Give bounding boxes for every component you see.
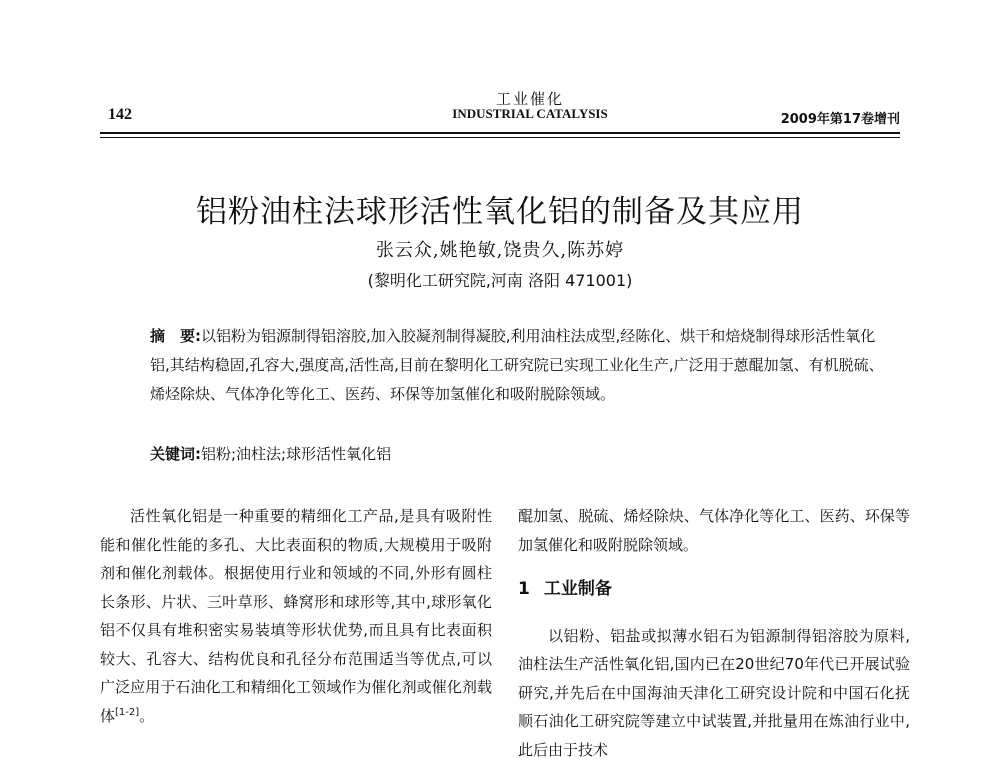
header-rule-thin — [100, 137, 900, 138]
article-affiliation: (黎明化工研究院,河南 洛阳 471001) — [100, 268, 900, 291]
keywords-label: 关键词: — [150, 445, 201, 463]
body-column-left — [100, 502, 492, 730]
section-title: 工业制备 — [544, 579, 612, 599]
citation: [1-2] — [115, 707, 139, 718]
body-column-right — [518, 502, 910, 764]
abstract-label: 摘 要: — [150, 327, 201, 345]
journal-name-en: INDUSTRIAL CATALYSIS — [410, 106, 650, 122]
article-title: 铝粉油柱法球形活性氧化铝的制备及其应用 — [100, 186, 900, 231]
abstract-text: 以铝粉为铝源制得铝溶胶,加入胶凝剂制得凝胶,利用油柱法成型,经陈化、烘干和焙烧制得球形活性氧化铝,其结构稳固,孔容大,强度高,活性高,目前在黎明化工研究院已实现工业化生产,广泛用于蒽醌加氢、有机脱硫、烯烃除炔、气体净化等化工、医药、环保等加氢催化和吸附脱除领域。 — [150, 327, 884, 403]
keywords — [150, 440, 890, 469]
issue-info: 2009年第17卷增刊 — [781, 108, 900, 127]
article-authors: 张云众,姚艳敏,饶贵久,陈苏婷 — [100, 236, 900, 262]
left-paragraph-end: 。 — [139, 707, 154, 725]
left-paragraph-text: 活性氧化铝是一种重要的精细化工产品,是具有吸附性能和催化性能的多孔、大比表面积的物质,大规模用于吸附剂和催化剂载体。根据使用行业和领域的不同,外形有圆柱长条形、片状、三叶草形、蜂窝形和球形等,其中,球形氧化铝不仅具有堆积密实易装填等形状优势,而且具有比表面积较大、孔容大、结构优良和孔径分布范围适当等优点,可以广泛应用于石油化工和精细化工领域作为催化剂或催化剂载体 — [100, 507, 492, 725]
abstract — [150, 322, 890, 409]
section-number: 1 — [518, 579, 530, 599]
keywords-text: 铝粉;油柱法;球形活性氧化铝 — [201, 445, 391, 463]
journal-name-cn: 工业催化 — [450, 88, 610, 109]
right-paragraph-continued: 醌加氢、脱硫、烯烃除炔、气体净化等化工、医药、环保等加氢催化和吸附脱除领域。 — [518, 502, 910, 559]
right-paragraph: 以铝粉、铝盐或拟薄水铝石为铝源制得铝溶胶为原料,油柱法生产活性氧化铝,国内已在20世纪70年代已开展试验研究,并先后在中国海油天津化工研究设计院和中国石化抚顺石油化工研究院等建立中试装置,并批量用在炼油行业中,此后由于技术 — [518, 622, 910, 764]
body-paragraph — [100, 502, 492, 730]
section-heading — [518, 575, 910, 604]
page-number: 142 — [108, 106, 132, 124]
header-rule-thick — [100, 132, 900, 134]
